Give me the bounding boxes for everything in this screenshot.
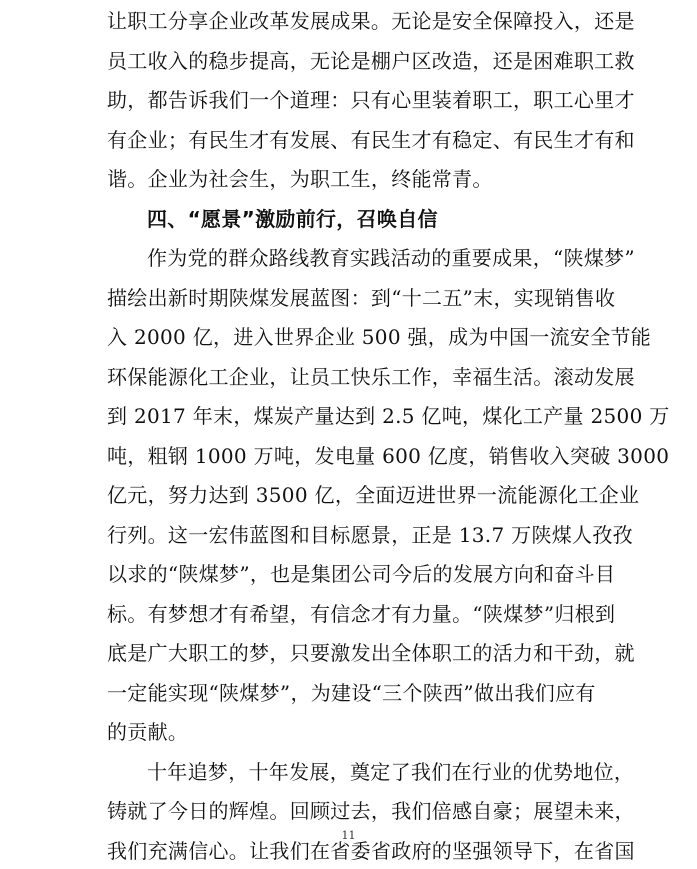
- text-line-12: 吨，粗钢 1000 万吨，发电量 600 亿度，销售收入突破 3000: [107, 444, 670, 468]
- text-line-19: 的贡献。: [107, 720, 189, 744]
- text-line-11: 到 2017 年末，煤炭产量达到 2.5 亿吨，煤化工产量 2500 万: [107, 404, 670, 428]
- text-line-22: 我们充满信心。让我们在省委省政府的坚强领导下，在省国: [107, 839, 635, 863]
- text-line-1: 让职工分享企业改革发展成果。无论是安全保障投入，还是: [107, 9, 635, 33]
- text-line-5: 谐。企业为社会生，为职工生，终能常青。: [107, 167, 493, 191]
- text-line-4: 有企业；有民生才有发展、有民生才有稳定、有民生才有和: [107, 128, 635, 152]
- text-line-8: 描绘出新时期陕煤发展蓝图：到“十二五”末，实现销售收: [107, 286, 616, 310]
- text-line-17: 底是广大职工的梦，只要激发出全体职工的活力和干劲，就: [107, 641, 635, 665]
- text-line-18: 一定能实现“陕煤梦”，为建设“三个陕西”做出我们应有: [107, 681, 596, 705]
- text-line-3: 助，都告诉我们一个道理：只有心里装着职工，职工心里才: [107, 88, 635, 112]
- text-line-7: 作为党的群众路线教育实践活动的重要成果，“陕煤梦”: [147, 246, 635, 270]
- text-line-15: 以求的“陕煤梦”，也是集团公司今后的发展方向和奋斗目: [107, 562, 616, 586]
- section-heading: 四、“愿景”激励前行，召唤自信: [147, 207, 438, 231]
- text-line-20: 十年追梦，十年发展，奠定了我们在行业的优势地位，: [147, 760, 635, 784]
- text-line-13: 亿元，努力达到 3500 亿，全面迈进世界一流能源化工企业: [107, 483, 640, 507]
- text-line-16: 标。有梦想才有希望，有信念才有力量。“陕煤梦”归根到: [107, 602, 616, 626]
- page-number: 11: [341, 829, 356, 842]
- text-line-9: 入 2000 亿，进入世界企业 500 强，成为中国一流安全节能: [107, 325, 652, 349]
- text-line-21: 铸就了今日的辉煌。回顾过去，我们倍感自豪；展望未来，: [107, 799, 635, 823]
- text-line-14: 行列。这一宏伟蓝图和目标愿景，正是 13.7 万陕煤人孜孜: [107, 523, 633, 547]
- text-line-2: 员工收入的稳步提高，无论是棚户区改造，还是困难职工救: [107, 49, 635, 73]
- text-line-10: 环保能源化工企业，让员工快乐工作，幸福生活。滚动发展: [107, 365, 635, 389]
